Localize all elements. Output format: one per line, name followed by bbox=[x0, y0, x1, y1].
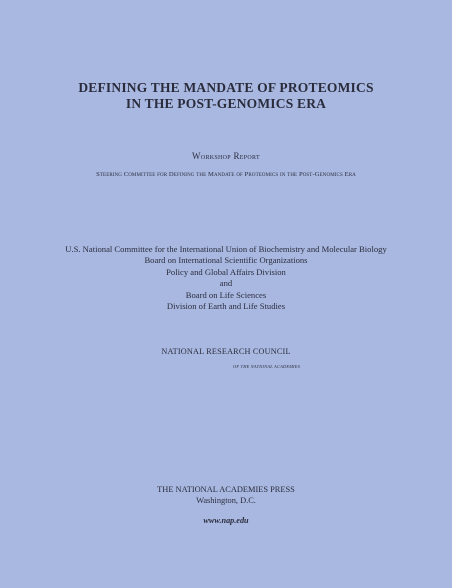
unit-line: and bbox=[219, 278, 233, 289]
title-line-2: IN THE POST-GENOMICS ERA bbox=[125, 96, 327, 111]
unit-line: Board on Life Sciences bbox=[185, 289, 267, 300]
unit-line: Policy and Global Affairs Division bbox=[166, 266, 286, 277]
press-url: www.nap.edu bbox=[203, 516, 249, 525]
press-block bbox=[0, 484, 452, 506]
unit-line: U.S. National Committee for the International Union of Biochemistry and Molecular Biology bbox=[65, 244, 387, 254]
title-line-1: DEFINING THE MANDATE OF PROTEOMICS bbox=[78, 80, 374, 95]
publisher-name: NATIONAL RESEARCH COUNCIL bbox=[161, 347, 291, 356]
sponsoring-units bbox=[0, 244, 452, 312]
report-title bbox=[0, 80, 452, 112]
unit-line: Board on International Scientific Organizations bbox=[144, 255, 308, 266]
unit-line: Division of Earth and Life Studies bbox=[166, 301, 286, 312]
publisher-subtitle: OF THE NATIONAL ACADEMIES bbox=[233, 364, 300, 369]
press-name: THE NATIONAL ACADEMIES PRESS bbox=[157, 485, 295, 494]
press-city: Washington, D.C. bbox=[196, 496, 256, 505]
steering-committee: Steering Committee for Defining the Mandate of Proteomics in the Post-Genomics Era bbox=[96, 171, 356, 178]
report-type: Workshop Report bbox=[192, 151, 260, 161]
